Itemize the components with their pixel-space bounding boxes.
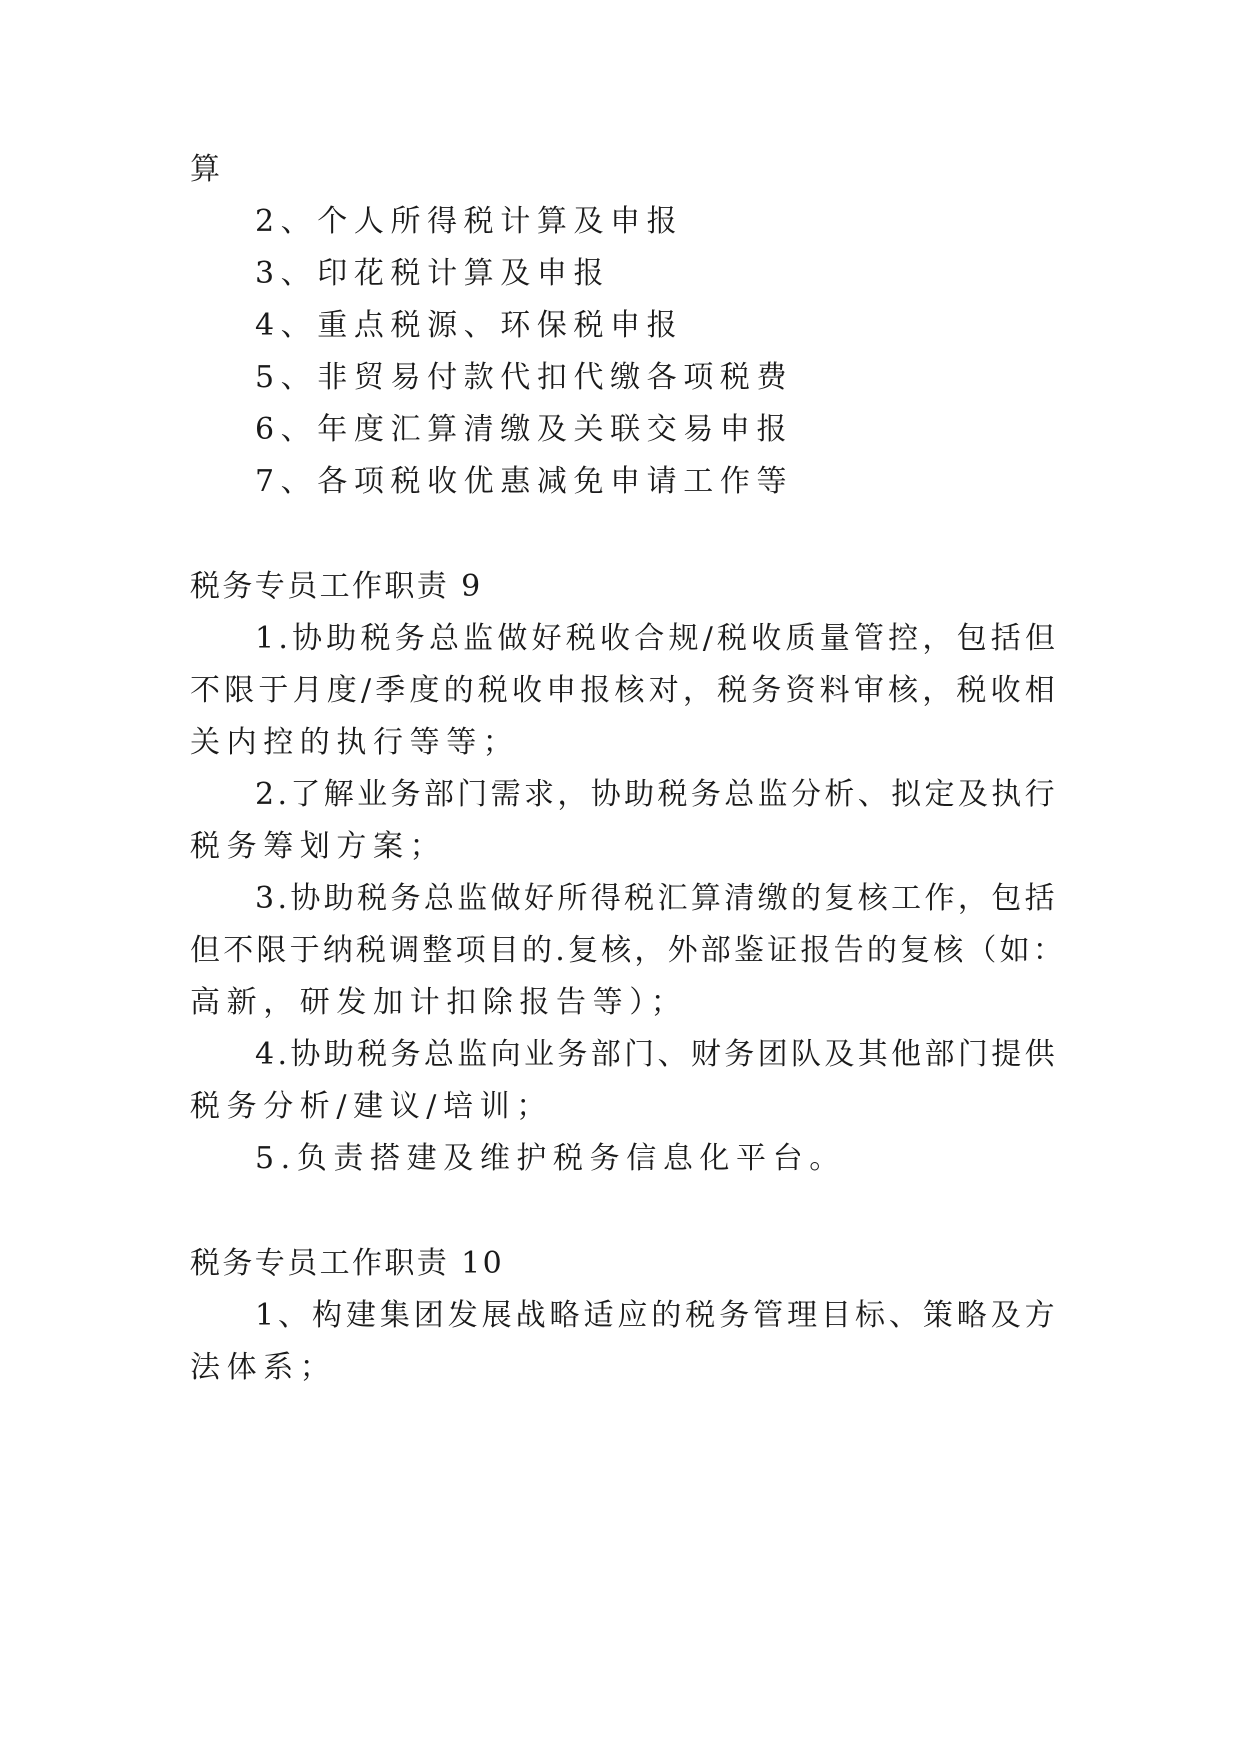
paragraph-line: 4 . 协 助 税 务 总 监 向 业 务 部 门 、 财 务 团 队 及 其 他 部 门 提 供 <box>255 1037 1055 1072</box>
paragraph-line: 1 . 协 助 税 务 总 监 做 好 税 收 合 规 / 税 收 质 量 管 控 ， 包 括 但 <box>255 621 1055 656</box>
list-item: 4、重点税源、环保税申报 <box>255 308 684 343</box>
section-heading: 税务专员工作职责 10 <box>190 1246 505 1281</box>
paragraph-line: 税务筹划方案； <box>190 829 447 864</box>
paragraph-line: 但 不 限 于 纳 税 调 整 项 目 的 . 复 核 ， 外 部 鉴 证 报 告 的 复 核 （ 如 ： <box>190 933 1063 968</box>
paragraph-line: 1 、 构 建 集 团 发 展 战 略 适 应 的 税 务 管 理 目 标 、 策 略 及 方 <box>255 1298 1055 1333</box>
paragraph-line: 税务分析/建议/培训； <box>190 1089 553 1124</box>
list-item: 2、个人所得税计算及申报 <box>255 204 684 239</box>
paragraph-line: 法体系； <box>190 1350 337 1385</box>
continuation-text: 算 <box>190 152 227 187</box>
list-item: 3、印花税计算及申报 <box>255 256 611 291</box>
list-item: 6、年度汇算清缴及关联交易申报 <box>255 412 794 447</box>
paragraph-line: 2 . 了 解 业 务 部 门 需 求 ， 协 助 税 务 总 监 分 析 、 拟 定 及 执 行 <box>255 777 1055 812</box>
list-item: 7、各项税收优惠减免申请工作等 <box>255 464 794 499</box>
paragraph-line: 高新，研发加计扣除报告等）； <box>190 985 688 1020</box>
paragraph-line: 3 . 协 助 税 务 总 监 做 好 所 得 税 汇 算 清 缴 的 复 核 工 作 ， 包 括 <box>255 881 1055 916</box>
section-heading: 税务专员工作职责 9 <box>190 569 483 604</box>
list-item: 5、非贸易付款代扣代缴各项税费 <box>255 360 794 395</box>
paragraph-line: 不 限 于 月 度 / 季 度 的 税 收 申 报 核 对 ， 税 务 资 料 审 核 ， 税 收 相 <box>190 673 1055 708</box>
paragraph-line: 5.负责搭建及维护税务信息化平台。 <box>255 1141 846 1176</box>
paragraph-line: 关内控的执行等等； <box>190 725 520 760</box>
